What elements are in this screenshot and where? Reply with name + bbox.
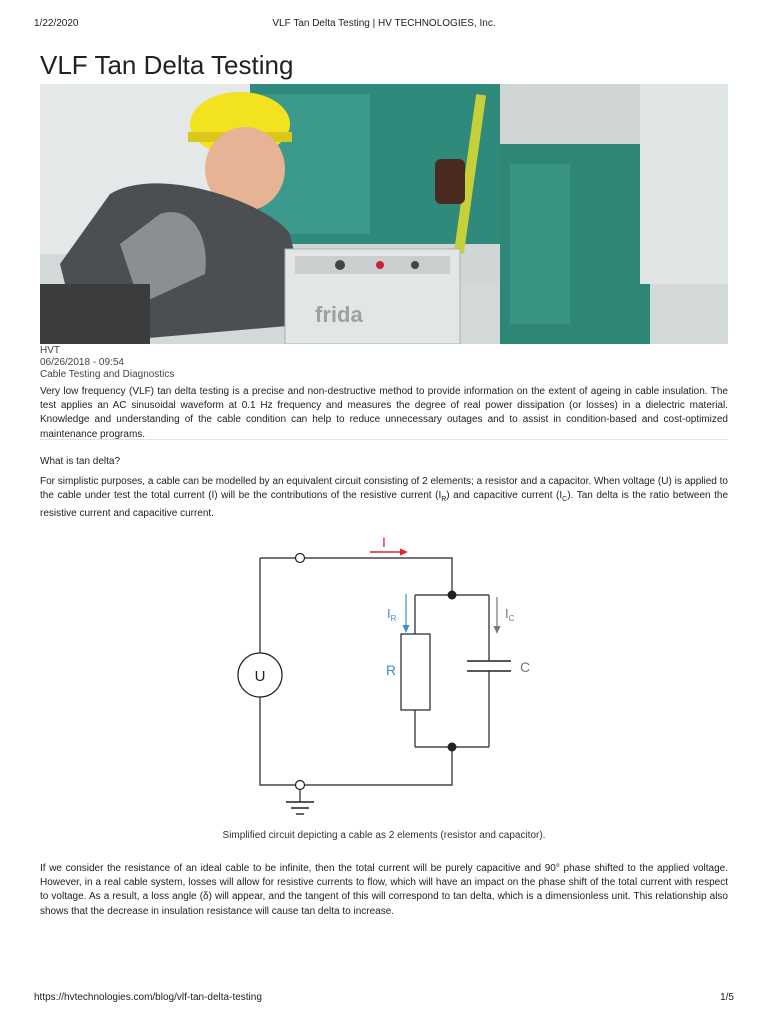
article-meta — [40, 345, 174, 381]
equivalent-circuit-paragraph: For simplistic purposes, a cable can be modelled by an equivalent circuit consisting of 2 elements; a resistor and a capacitor. When voltage (U) is applied to the cable under test the total current (I) will be the contributions of the resistive current $(I_R)$ and capacitive current $(I_C)$. Tan delta is the ratio between the resistive current and capacitive current. — [40, 476, 729, 520]
hero-brand-text: frida — [315, 302, 363, 327]
article-author[interactable]: HVT — [40, 345, 60, 356]
node-bottom — [448, 743, 457, 752]
page-number: 1/5 — [720, 992, 734, 1003]
section-heading: What is tan delta? — [40, 456, 121, 467]
resistor-symbol — [401, 634, 430, 710]
top-wire — [260, 558, 452, 595]
intro-paragraph: Very low frequency (VLF) tan delta testing is a precise and non-destructive method to provide information on the extent of ageing in cable insulation. The test applies an AC sinusoidal waveform at 0.1 Hz frequency and measures the degree of real power dissipation (or losses) in a dielectric material. Knowledge and understanding of the cable condition can help to reduce unnecessary outages and to assist in condition-based and cost-optimized maintenance programs. — [40, 386, 728, 440]
page-title: VLF Tan Delta Testing — [40, 50, 294, 80]
capacitor-label: C — [520, 659, 531, 675]
circuit-svg — [230, 530, 540, 820]
hero-photo-illustration — [40, 84, 728, 344]
article-category[interactable]: Cable Testing and Diagnostics — [40, 369, 175, 380]
terminal-bottom — [296, 781, 305, 790]
hero-image — [40, 84, 728, 344]
article-datetime: 06/26/2018 - 09:54 — [40, 357, 124, 368]
print-url: https://hvtechnologies.com/blog/vlf-tan-delta-testing — [34, 992, 262, 1003]
print-document-title: VLF Tan Delta Testing | HV TECHNOLOGIES, Inc. — [272, 18, 496, 29]
capacitive-current-label: $I_C$ — [505, 606, 515, 623]
current-label: I — [382, 534, 386, 550]
node-top — [448, 591, 457, 600]
ground-icon — [286, 802, 314, 814]
resistive-current-label: $I_R$ — [387, 606, 397, 623]
print-header — [0, 18, 768, 32]
circuit-caption: Simplified circuit depicting a cable as 2 elements (resistor and capacitor). — [222, 830, 546, 841]
section-divider — [40, 439, 728, 440]
terminal-top — [296, 554, 305, 563]
loss-angle-paragraph: If we consider the resistance of an ideal cable to be infinite, then the total current will be purely capacitive and 90° phase shifted to the applied voltage. However, in a real cable system, losses will allow for resistive currents to flow, which will have an impact on the phase shift of the total current with respect to voltage. As a result, a loss angle (δ) will appear, and the tangent of this will correspond to tan delta, which is a dimensionless unit. This relationship also shows that the decrease in insulation resistance will cause tan delta to increase. — [40, 863, 728, 917]
circuit-diagram — [230, 530, 540, 825]
source-label: U — [254, 668, 266, 685]
print-date: 1/22/2020 — [34, 18, 79, 29]
resistor-label: R — [386, 662, 397, 678]
